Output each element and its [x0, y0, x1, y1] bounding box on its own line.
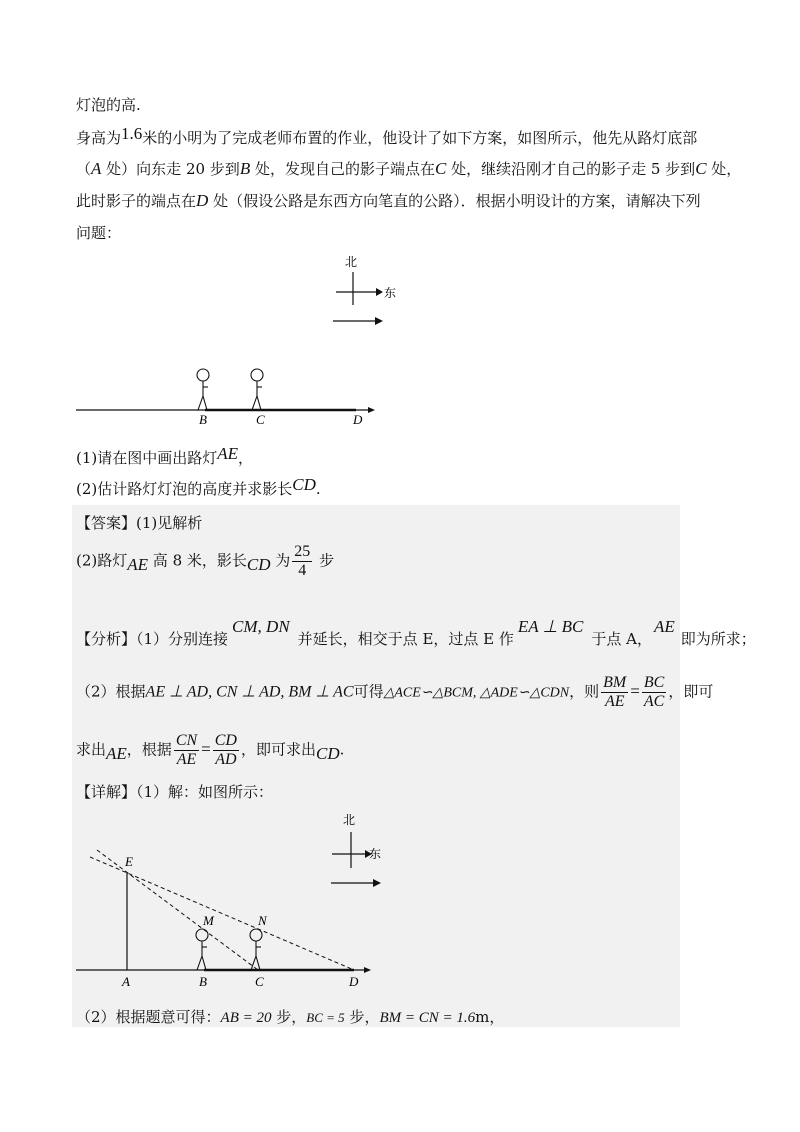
math-CD: CD — [316, 743, 340, 763]
text-line-3 — [76, 190, 701, 211]
text: 处）向东走 20 步到 — [101, 160, 240, 178]
question-2 — [76, 475, 321, 499]
text-line-4 — [76, 222, 121, 243]
person-c-icon — [250, 929, 262, 970]
math-AE: AE — [217, 444, 239, 463]
direction-arrow-icon — [373, 879, 381, 887]
person-b-icon — [197, 369, 209, 410]
math-bc-5: BC = 5 — [306, 1010, 345, 1025]
math-similar-triangles: △ACE∽△BCM, △ADE∽△CDN — [383, 685, 570, 701]
denominator: 4 — [298, 562, 307, 579]
fraction-cn-ae — [174, 732, 199, 769]
math-D: D — [196, 191, 209, 210]
label-n: N — [258, 913, 267, 928]
math-B: B — [239, 159, 251, 178]
numerator: BC — [643, 674, 665, 691]
text: 并延长，相交于点 E，过点 E 作 — [297, 630, 514, 648]
label-d: D — [353, 412, 363, 427]
text: 身高为 — [76, 129, 122, 147]
numerator: BM — [603, 674, 627, 691]
text: ，即可求出 — [240, 740, 316, 759]
math-1-6: 1.6 — [121, 124, 143, 143]
label-b: B — [199, 412, 207, 427]
detail-line-1 — [76, 781, 273, 802]
analysis-line-2 — [76, 674, 713, 711]
label-a: A — [122, 974, 130, 989]
equals: = — [630, 681, 640, 701]
road-arrow-icon — [364, 967, 371, 973]
math-perpendiculars: AE ⊥ AD, CN ⊥ AD, BM ⊥ AC — [145, 683, 354, 701]
direction-arrow-icon — [375, 317, 383, 325]
text: 高 8 米，影长 — [148, 551, 247, 570]
person-c-icon — [251, 369, 263, 410]
denominator: AE — [604, 693, 625, 710]
math-CM-DN: CM, DN — [232, 617, 290, 636]
text: 可得 — [353, 682, 384, 701]
compass-arrow-icon — [376, 288, 383, 296]
fraction-bc-ac — [642, 674, 666, 711]
numerator: CD — [214, 732, 237, 749]
text: 求出 — [76, 740, 107, 759]
label-b: B — [199, 974, 207, 989]
text: . — [339, 740, 345, 759]
text: 【分析】（1）分别连接 — [76, 630, 229, 648]
text: 步， — [344, 1008, 380, 1026]
text: 处（假设公路是东西方向笔直的公路）．根据小明设计的方案，请解决下列 — [208, 192, 701, 210]
text: 此时影子的端点在 — [76, 192, 197, 210]
label-c: C — [256, 412, 265, 427]
denominator: AC — [643, 693, 665, 710]
person-b-icon — [196, 929, 208, 970]
fraction-25-4 — [292, 543, 312, 580]
text: 处，继续沿刚才自己的影子走 5 步到 — [446, 160, 696, 178]
math-ab-20: AB = 20 — [220, 1010, 272, 1026]
text: 灯泡的高. — [76, 96, 141, 114]
math-AE: AE — [127, 554, 149, 574]
question-1 — [76, 444, 254, 468]
text: (2)路灯 — [76, 551, 128, 570]
denominator: AD — [215, 751, 237, 768]
figure-2 — [70, 810, 400, 995]
numerator: 25 — [294, 543, 311, 560]
denominator: AE — [176, 751, 197, 768]
text: 问题： — [76, 224, 122, 242]
math-AE: AE — [106, 743, 127, 763]
text: (2)估计路灯灯泡的高度并求影长 — [76, 480, 293, 498]
math-EA-perp-BC: EA ⊥ BC — [517, 617, 584, 636]
text: （2）根据 — [76, 682, 146, 701]
east-label: 东 — [369, 847, 382, 861]
analysis-line-1 — [76, 617, 756, 649]
answer-line-1 — [76, 512, 202, 533]
text-line-1 — [76, 124, 698, 148]
numerator: CN — [175, 732, 198, 749]
math-CD: CD — [292, 475, 316, 494]
fraction-cd-ad — [213, 732, 239, 769]
text: （ — [76, 160, 92, 178]
math-C: C — [434, 159, 447, 178]
text: 【答案】(1)见解析 — [76, 514, 203, 532]
text-line-2 — [76, 158, 741, 179]
text-line-0 — [76, 94, 141, 115]
analysis-line-3 — [76, 732, 344, 769]
figure-1 — [70, 250, 400, 430]
math-bm-cn-1-6: BM = CN = 1.6 — [379, 1010, 476, 1026]
answer-line-2 — [76, 543, 334, 580]
label-c: C — [255, 974, 264, 989]
text: ， — [238, 449, 254, 467]
north-label: 北 — [345, 255, 358, 269]
label-e: E — [125, 854, 133, 869]
detail-line-2 — [76, 1006, 504, 1027]
ray-e-c — [97, 850, 258, 970]
text: 于点 A， — [591, 630, 652, 648]
text: 步， — [271, 1008, 307, 1026]
text: ，即可 — [668, 682, 714, 701]
text: ，则 — [569, 682, 600, 701]
text: 【详解】（1）解：如图所示： — [76, 783, 274, 801]
ray-e-d — [90, 857, 354, 970]
text: ，根据 — [126, 740, 172, 759]
equals: = — [201, 739, 211, 759]
math-CD: CD — [246, 554, 271, 574]
fraction-bm-ae — [601, 674, 628, 711]
east-label: 东 — [384, 286, 397, 300]
math-C: C — [695, 159, 707, 178]
text: （2）根据题意可得： — [76, 1008, 221, 1026]
math-A: A — [91, 159, 102, 178]
text: 米的小明为了完成老师布置的作业，他设计了如下方案，如图所示，他先从路灯底部 — [142, 129, 698, 147]
label-m: M — [203, 913, 214, 928]
text: . — [315, 480, 321, 498]
text: 处， — [706, 160, 742, 178]
north-label: 北 — [343, 813, 356, 827]
road-arrow-icon — [368, 407, 375, 413]
text: 步 — [314, 551, 335, 570]
label-d: D — [349, 974, 359, 989]
text: 处，发现自己的影子端点在 — [250, 160, 435, 178]
text: 为 — [270, 551, 291, 570]
math-AE: AE — [654, 617, 675, 636]
text: m， — [475, 1008, 505, 1026]
text: 即为所求； — [680, 630, 756, 648]
text: (1)请在图中画出路灯 — [76, 449, 218, 467]
